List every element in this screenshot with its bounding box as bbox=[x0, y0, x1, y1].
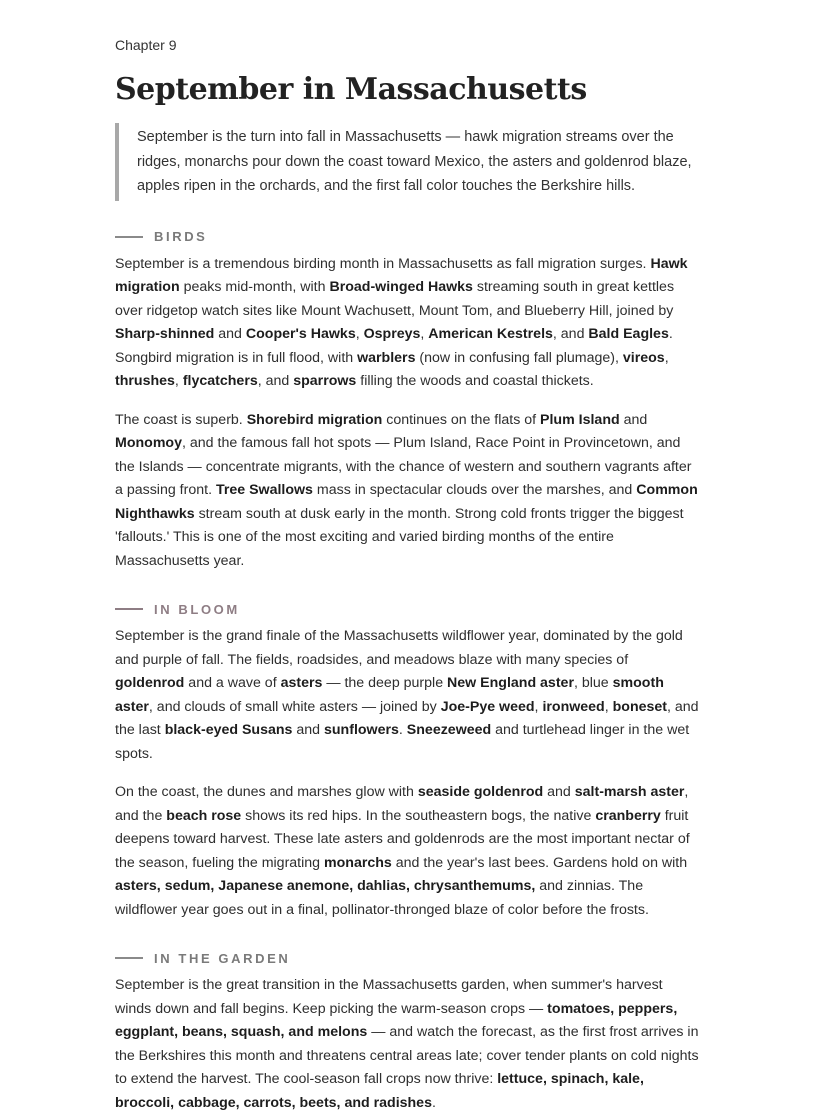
text-run: , bbox=[175, 373, 183, 389]
text-run: , and bbox=[258, 373, 294, 389]
section-heading-label: BIRDS bbox=[154, 229, 207, 244]
bold-term: Sneezeweed bbox=[407, 722, 491, 738]
text-run: and turtlehead linger in the wet spots. bbox=[115, 722, 689, 762]
text-run: and the year's last bees. Gardens hold on with bbox=[392, 855, 687, 871]
document-page bbox=[115, 36, 701, 1115]
bold-term: vireos bbox=[623, 350, 665, 366]
text-run: , and the last bbox=[115, 699, 699, 739]
bold-term: smooth aster bbox=[115, 675, 664, 715]
bold-term: beach rose bbox=[166, 808, 241, 824]
bold-term: Common Nighthawks bbox=[115, 482, 698, 522]
bold-term: Bald Eagles bbox=[588, 326, 668, 342]
text-run: September is the grand finale of the Massachusetts wildflower year, dominated by the gold and purple of fall. The fields, roadsides, and meadows blaze with many species of bbox=[115, 628, 683, 668]
text-run: continues on the flats of bbox=[382, 412, 540, 428]
bold-term: Monomoy bbox=[115, 435, 182, 451]
text-run: , bbox=[665, 350, 669, 366]
text-run: . bbox=[432, 1095, 436, 1111]
paragraph-birds-2 bbox=[115, 409, 701, 574]
text-run: . Songbird migration is in full flood, with bbox=[115, 326, 673, 366]
text-run: , bbox=[356, 326, 364, 342]
paragraph-in-bloom-1 bbox=[115, 625, 701, 766]
bold-term: boneset bbox=[613, 699, 667, 715]
bold-term: tomatoes, peppers, eggplant, beans, squash, and melons bbox=[115, 1001, 677, 1041]
paragraph-birds-1 bbox=[115, 253, 701, 394]
section-heading-label: IN BLOOM bbox=[154, 602, 240, 617]
bold-term: lettuce, spinach, kale, broccoli, cabbage, carrots, beets, and radishes bbox=[115, 1071, 644, 1111]
text-run: and a wave of bbox=[184, 675, 280, 691]
text-run: , bbox=[535, 699, 543, 715]
bold-term: asters bbox=[281, 675, 323, 691]
text-run: (now in confusing fall plumage), bbox=[415, 350, 622, 366]
text-run: , bbox=[420, 326, 428, 342]
bold-term: Joe-Pye weed bbox=[441, 699, 535, 715]
section-heading-label: IN THE GARDEN bbox=[154, 951, 290, 966]
bold-term: American Kestrels bbox=[428, 326, 553, 342]
section-rule bbox=[115, 608, 143, 610]
chapter-label: Chapter 9 bbox=[115, 36, 701, 54]
bold-term: sunflowers bbox=[324, 722, 399, 738]
text-run: and bbox=[292, 722, 324, 738]
bold-term: seaside goldenrod bbox=[418, 784, 543, 800]
bold-term: asters, sedum, Japanese anemone, dahlias, chrysanthemums, bbox=[115, 878, 535, 894]
text-run: mass in spectacular clouds over the marshes, and bbox=[313, 482, 636, 498]
page-title: September in Massachusetts bbox=[115, 70, 701, 110]
text-run: , and clouds of small white asters — joined by bbox=[149, 699, 441, 715]
text-run: filling the woods and coastal thickets. bbox=[356, 373, 593, 389]
text-run: fruit deepens toward harvest. These late asters and goldenrods are the most important nectar of the season, fueling the migrating bbox=[115, 808, 690, 871]
text-run: , and bbox=[553, 326, 589, 342]
paragraph-in-bloom-2 bbox=[115, 781, 701, 922]
text-run: stream south at dusk early in the month. Strong cold fronts trigger the biggest 'fallouts.' This is one of the most exciting and varied birding months of the entire Massachusetts year. bbox=[115, 506, 684, 569]
bold-term: warblers bbox=[357, 350, 415, 366]
text-run: . bbox=[399, 722, 407, 738]
sections-container bbox=[115, 227, 701, 1115]
bold-term: Sharp-shinned bbox=[115, 326, 214, 342]
bold-term: sparrows bbox=[293, 373, 356, 389]
bold-term: Broad-winged Hawks bbox=[329, 279, 472, 295]
text-run: peaks mid-month, with bbox=[180, 279, 330, 295]
bold-term: thrushes bbox=[115, 373, 175, 389]
paragraph-in-the-garden-1 bbox=[115, 974, 701, 1115]
text-run: , and the bbox=[115, 784, 688, 824]
bold-term: ironweed bbox=[542, 699, 604, 715]
text-run: and zinnias. The wildflower year goes out in a final, pollinator-thronged blaze of color before the frosts. bbox=[115, 878, 649, 918]
text-run: , bbox=[605, 699, 613, 715]
bold-term: Plum Island bbox=[540, 412, 620, 428]
text-run: The coast is superb. bbox=[115, 412, 247, 428]
section-heading-in-bloom bbox=[115, 599, 701, 619]
bold-term: Hawk migration bbox=[115, 256, 688, 296]
text-run: September is the great transition in the Massachusetts garden, when summer's harvest winds down and fall begins. Keep picking the warm-season crops — bbox=[115, 977, 663, 1017]
bold-term: flycatchers bbox=[183, 373, 258, 389]
text-run: and bbox=[214, 326, 246, 342]
bold-term: Tree Swallows bbox=[216, 482, 313, 498]
bold-term: New England aster bbox=[447, 675, 574, 691]
bold-term: monarchs bbox=[324, 855, 392, 871]
bold-term: black-eyed Susans bbox=[165, 722, 293, 738]
text-run: — the deep purple bbox=[322, 675, 447, 691]
bold-term: salt-marsh aster bbox=[575, 784, 685, 800]
intro-blockquote: September is the turn into fall in Massachusetts — hawk migration streams over the ridges, monarchs pour down the coast toward Mexico, the asters and goldenrod blaze, apples ripen in the orchards, and the first fall color touches the Berkshire hills. bbox=[115, 123, 701, 201]
text-run: On the coast, the dunes and marshes glow with bbox=[115, 784, 418, 800]
text-run: , blue bbox=[574, 675, 613, 691]
text-run: and bbox=[543, 784, 575, 800]
section-rule bbox=[115, 957, 143, 959]
bold-term: goldenrod bbox=[115, 675, 184, 691]
bold-term: Shorebird migration bbox=[247, 412, 383, 428]
text-run: shows its red hips. In the southeastern bogs, the native bbox=[241, 808, 595, 824]
section-heading-birds bbox=[115, 227, 701, 247]
bold-term: Cooper's Hawks bbox=[246, 326, 356, 342]
section-heading-in-the-garden bbox=[115, 948, 701, 968]
text-run: — and watch the forecast, as the first frost arrives in the Berkshires this month and threatens central areas late; cover tender plants on cold nights to extend the harvest. The cool-season fall crops now thrive: bbox=[115, 1024, 699, 1087]
bold-term: cranberry bbox=[595, 808, 660, 824]
text-run: , and the famous fall hot spots — Plum Island, Race Point in Provincetown, and the Islands — concentrate migrants, with the chance of western and southern vagrants after a passing front. bbox=[115, 435, 692, 498]
section-rule bbox=[115, 236, 143, 238]
bold-term: Ospreys bbox=[364, 326, 421, 342]
text-run: and bbox=[620, 412, 648, 428]
text-run: September is a tremendous birding month in Massachusetts as fall migration surges. bbox=[115, 256, 650, 272]
text-run: streaming south in great kettles over ridgetop watch sites like Mount Wachusett, Mount Tom, and Blueberry Hill, joined by bbox=[115, 279, 674, 319]
